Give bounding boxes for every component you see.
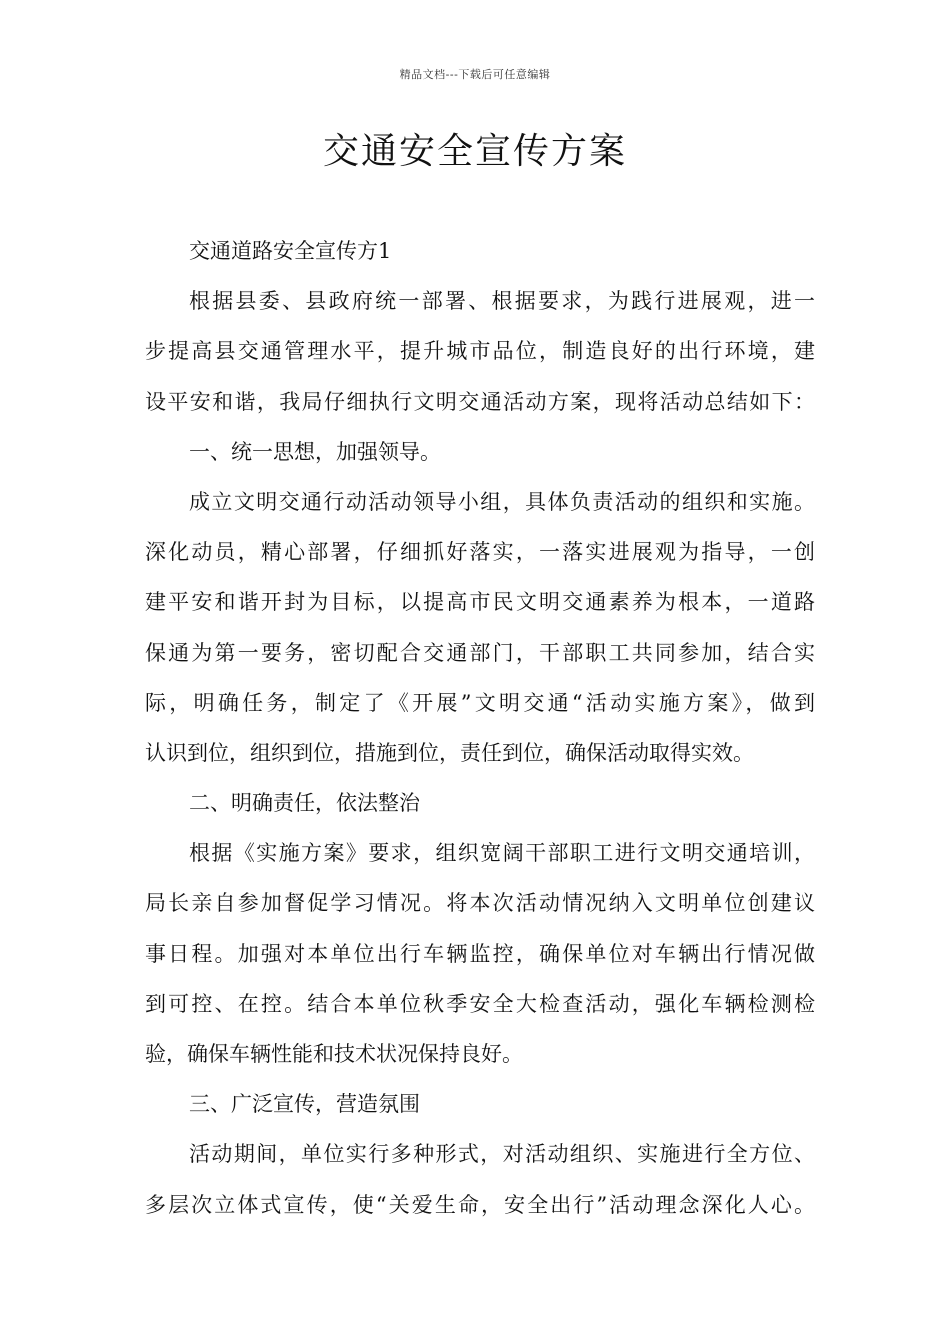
- text-line: 建平安和谐开封为目标，以提高市民文明交通素养为根本，一道路: [145, 590, 815, 615]
- text-line: 深化动员，精心部署，仔细抓好落实，一落实进展观为指导，一创: [145, 540, 815, 565]
- text-line: 验，确保车辆性能和技术状况保持良好。: [145, 1042, 523, 1066]
- body-text: [145, 233, 815, 1237]
- text-line: 活动期间，单位实行多种形式，对活动组织、实施进行全方位、: [189, 1142, 815, 1167]
- text-line: 局长亲自参加督促学习情况。将本次活动情况纳入文明单位创建议: [145, 891, 815, 916]
- text-line: 二、明确责任，依法整治: [189, 791, 420, 816]
- text-line: 根据《实施方案》要求，组织宽阔干部职工进行文明交通培训，: [189, 841, 815, 866]
- text-line: 保通为第一要务，密切配合交通部门，干部职工共同参加，结合实: [145, 640, 815, 665]
- document-title: 交通安全宣传方案: [322, 131, 627, 172]
- text-line: 三、广泛宣传，营造氛围: [189, 1092, 420, 1117]
- text-line: 到可控、在控。结合本单位秋季安全大检查活动，强化车辆检测检: [145, 991, 815, 1016]
- text-line: 交通道路安全宣传方1: [189, 239, 392, 263]
- text-line: 成立文明交通行动活动领导小组，具体负责活动的组织和实施。: [189, 489, 815, 514]
- text-line: 多层次立体式宣传，使“关爱生命，安全出行”活动理念深化人心。: [145, 1192, 815, 1217]
- text-line: 际，明确任务，制定了《开展”文明交通“活动实施方案》，做到: [145, 690, 815, 715]
- text-line: 一、统一思想，加强领导。: [189, 439, 441, 464]
- text-line: 根据县委、县政府统一部署、根据要求，为践行进展观，进一: [189, 289, 815, 314]
- text-line: 事日程。加强对本单位出行车辆监控，确保单位对车辆出行情况做: [145, 941, 815, 966]
- text-line: 步提高县交通管理水平，提升城市品位，制造良好的出行环境，建: [145, 339, 815, 364]
- text-line: 设平安和谐，我局仔细执行文明交通活动方案，现将活动总结如下：: [145, 389, 815, 414]
- header-note: 精品文档---下载后可任意编辑: [399, 68, 551, 81]
- text-line: 认识到位，组织到位，措施到位，责任到位，确保活动取得实效。: [145, 740, 754, 765]
